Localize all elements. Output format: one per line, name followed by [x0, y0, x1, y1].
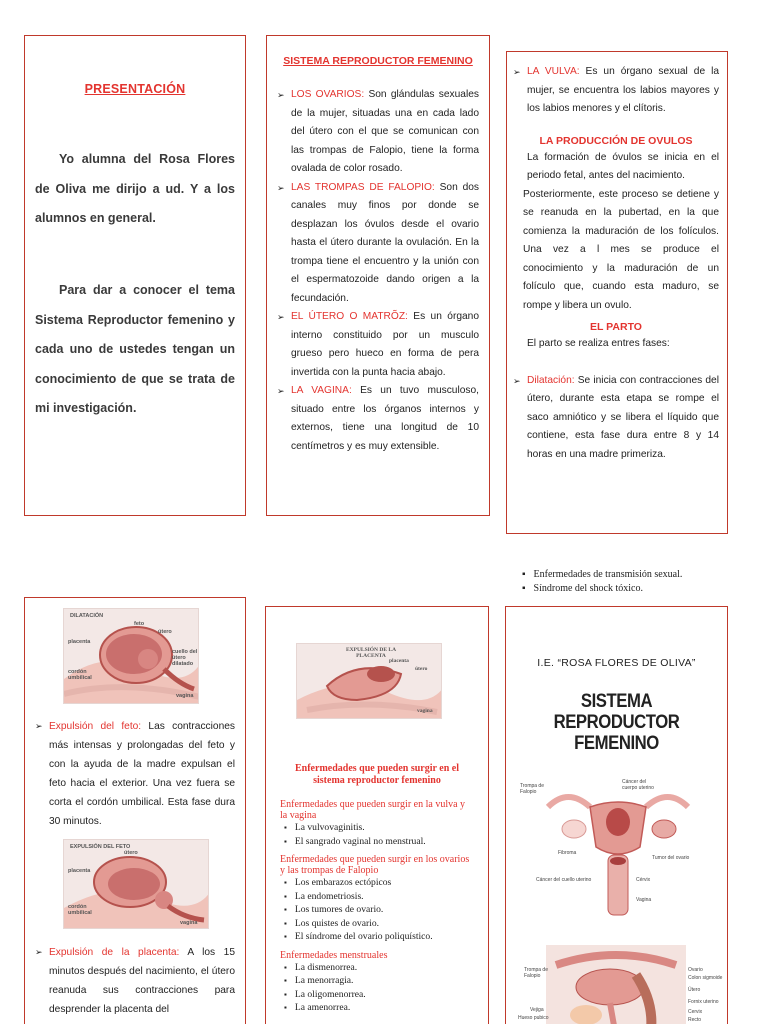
figure-label: Cérvix	[636, 877, 651, 883]
panel-vulva-ovulos-parto	[506, 51, 728, 534]
list-item	[277, 308, 479, 382]
list-item: ▪ La amenorrea.	[284, 1001, 474, 1015]
cover-title-line-1: SISTEMA REPRODUCTOR	[553, 691, 680, 733]
figure-label: Trompa de Falopio	[524, 967, 548, 979]
enfermedades-title: Enfermedades que pueden surgir en el sistema reproductor femenino	[295, 763, 459, 786]
list-item	[277, 179, 479, 309]
placenta-text: A los 15 minutos después del nacimiento, el útero reanuda sus contracciones para desprender la placenta del	[49, 947, 235, 1015]
list-item	[513, 372, 719, 465]
arrow-bullet-icon: ➢	[513, 67, 521, 77]
list-item	[35, 717, 235, 831]
placenta-term: Expulsión de la placenta:	[49, 947, 180, 958]
pelvis-section-diagram	[546, 945, 686, 1024]
list-item: ▪ El síndrome del ovario poliquístico.	[284, 930, 474, 944]
list-item: ▪ El sangrado vaginal no menstrual.	[284, 835, 474, 849]
sistema-title: SISTEMA REPRODUCTOR FEMENINO	[283, 55, 473, 67]
figure-label: Tumor del ovario	[652, 855, 690, 861]
arrow-bullet-icon: ➢	[35, 947, 43, 957]
group-heading: Enfermedades que pueden surgir en la vulva y la vagina	[280, 799, 466, 821]
figure-label: cordón umbilical	[68, 904, 92, 916]
figure-label: Vagina	[636, 897, 652, 903]
ovulos-heading: LA PRODUCCIÓN DE OVULOS	[539, 134, 693, 147]
arrow-bullet-icon: ➢	[277, 182, 285, 193]
list-item: ▪ La dismenorrea.	[284, 961, 474, 975]
vulva-list	[513, 63, 719, 119]
group-heading: Enfermedades menstruales	[280, 949, 388, 961]
organ-term: LA VAGINA:	[291, 385, 352, 396]
school-name: I.E. “ROSA FLORES DE OLIVA”	[537, 657, 696, 669]
ovulos-text-2: Posteriormente, este proceso se detiene y se reanuda en la pubertad, en la que comienza la maduración de los folículos. Una vez a l mes se produce el conocimiento y la maduración de un folículo que, cuando esta maduro, se rompe y libera un ovulo.	[523, 188, 719, 311]
vulva-text: Es un órgano sexual de la mujer, se encuentra los labios mayores y los labios menores y el clítoris.	[527, 66, 720, 114]
list-item	[513, 63, 719, 119]
cover-title	[519, 691, 713, 754]
figure-label: cordón umbilical	[68, 669, 92, 681]
list-item	[277, 86, 479, 179]
list-item: ▪ Los quistes de ovario.	[284, 917, 474, 931]
organ-term: LOS OVARIOS:	[291, 89, 365, 100]
vulva-term: LA VULVA:	[527, 66, 580, 77]
feto-text: Las contracciones más intensas y prolongadas del feto y con la ayuda de la madre expulsan el feto hacia el exterior. Una vez fuera se corta el cordón umbilical. Esta fase dura 30 minutos.	[49, 721, 235, 827]
figure-label: placenta	[389, 658, 409, 664]
panel-expulsion	[24, 597, 246, 1024]
figure-label: Trompa de Falopio	[520, 783, 544, 795]
cover-title-line-2: FEMENINO	[574, 733, 659, 754]
disease-list	[280, 961, 474, 1015]
presentacion-paragraph-2: Para dar a conocer el tema Sistema Reproductor femenino y cada uno de ustedes tengan un conocimiento de que se trata de mi investigación.	[35, 283, 235, 415]
arrow-bullet-icon: ➢	[277, 312, 285, 322]
arrow-bullet-icon: ➢	[35, 721, 43, 731]
figure-label: Vejiga	[530, 1007, 544, 1013]
panel-sistema-reproductor	[266, 35, 490, 516]
figure-label: Fibroma	[558, 850, 577, 856]
disease-list	[280, 876, 474, 944]
organ-text: Es un tuvo musculoso, situado entre los órganos internos y externos, tiene una longitud de 10 centímetros y es muy extensible.	[291, 385, 479, 452]
figure-label: útero	[158, 629, 172, 635]
presentacion-title: PRESENTACIÓN	[84, 82, 186, 96]
figure-label: Recto	[688, 1017, 702, 1023]
dilatacion-text: Se inicia con contracciones del útero, durante esta etapa se rompe el saco amniótico y se libera el líquido que contiene, esta fase dura entre 8 y 14 horas en una madre primeriza.	[527, 374, 719, 460]
figure-label: vagina	[180, 920, 198, 926]
organ-list	[277, 86, 479, 456]
figure-label: Cervix	[688, 1009, 703, 1015]
expulsion-placenta-list	[35, 943, 235, 1019]
figure-label: Fornix uterino	[688, 999, 719, 1005]
list-item: ▪ La endometriosis.	[284, 890, 474, 904]
figure-title: EXPULSIÓN DE LA PLACENTA	[345, 647, 397, 659]
figure-label: útero	[124, 850, 138, 856]
figure-label: placenta	[68, 639, 91, 645]
disease-list	[280, 821, 474, 848]
figure-label: Hueso pubico	[518, 1015, 549, 1021]
list-item: ▪ La vulvovaginitis.	[284, 821, 474, 835]
figure-label: útero	[415, 666, 428, 672]
list-item: ▪ La menorragia.	[284, 974, 474, 988]
dilatacion-illustration	[63, 608, 199, 704]
group-heading: Enfermedades que pueden surgir en los ovarios y las trompas de Falopio	[280, 854, 470, 876]
dilatacion-list	[513, 372, 719, 465]
organ-text: Son dos canales muy finos por donde se desplazan los óvulos desde el ovario hasta el útero durante la ovulación. En la trompa tiene el encuentro y la unión con el espermatozoide dando origen a la fecundación.	[291, 181, 480, 304]
parto-heading: EL PARTO	[590, 321, 642, 333]
figure-label: vagina	[417, 708, 433, 714]
list-item: ▪ Los embarazos ectópicos	[284, 876, 474, 890]
figure-label: Ovario	[688, 967, 703, 973]
figure-title: DILATACIÓN	[70, 613, 104, 619]
uterus-diseases-diagram	[528, 777, 708, 927]
arrow-bullet-icon: ➢	[277, 90, 285, 100]
ovulos-text-1: La formación de óvulos se inicia en el periodo fetal, antes del nacimiento.	[527, 151, 719, 181]
organ-term: EL ÚTERO O MATRÕZ:	[291, 311, 408, 322]
list-item	[35, 943, 235, 1019]
figure-label: cuello del útero dilatado	[172, 649, 198, 667]
presentacion-paragraph-1: Yo alumna del Rosa Flores de Oliva me dirijo a ud. Y a los alumnos en general.	[35, 152, 235, 225]
extra-disease-list	[522, 568, 682, 596]
organ-text: Son glándulas sexuales de la mujer, situadas una en cada lado del útero con el que se comunican con las trompas de Falopio, tiene la forma ovalada de color rosado.	[291, 89, 479, 174]
figure-label: placenta	[68, 868, 91, 874]
arrow-bullet-icon: ➢	[277, 386, 285, 396]
organ-text: Es un órgano interno constituido por un musculo grueso pero hueco en forma de pera invertida con la punta hacia abajo.	[291, 311, 479, 378]
figure-label: Colon sigmoide	[688, 975, 723, 981]
list-item: ▪ Enfermedades de transmisión sexual.	[522, 568, 682, 582]
figure-label: feto	[134, 621, 145, 627]
list-item: ▪ Los tumores de ovario.	[284, 903, 474, 917]
figure-label: Cáncer del cuerpo uterino	[622, 779, 654, 791]
feto-term: Expulsión del feto:	[49, 721, 142, 732]
figure-label: Cáncer del cuello uterino	[536, 877, 592, 883]
figure-label: vagina	[176, 693, 194, 699]
expulsion-feto-list	[35, 717, 235, 831]
parto-text: El parto se realiza entres fases:	[527, 338, 670, 349]
panel-presentacion	[24, 35, 246, 516]
expulsion-feto-illustration	[63, 839, 209, 929]
expulsion-placenta-illustration	[296, 643, 442, 719]
figure-label: Útero	[688, 987, 701, 993]
arrow-bullet-icon: ➢	[513, 375, 521, 386]
panel-enfermedades	[265, 606, 489, 1024]
organ-term: LAS TROMPAS DE FALOPIO:	[291, 181, 435, 193]
list-item: ▪ Síndrome del shock tóxico.	[522, 582, 682, 596]
panel-portada	[505, 606, 728, 1024]
list-item: ▪ La oligomenorrea.	[284, 988, 474, 1002]
list-item	[277, 382, 479, 456]
figure-title: EXPULSIÓN DEL FETO	[70, 844, 131, 850]
dilatacion-term: Dilatación:	[527, 374, 575, 386]
